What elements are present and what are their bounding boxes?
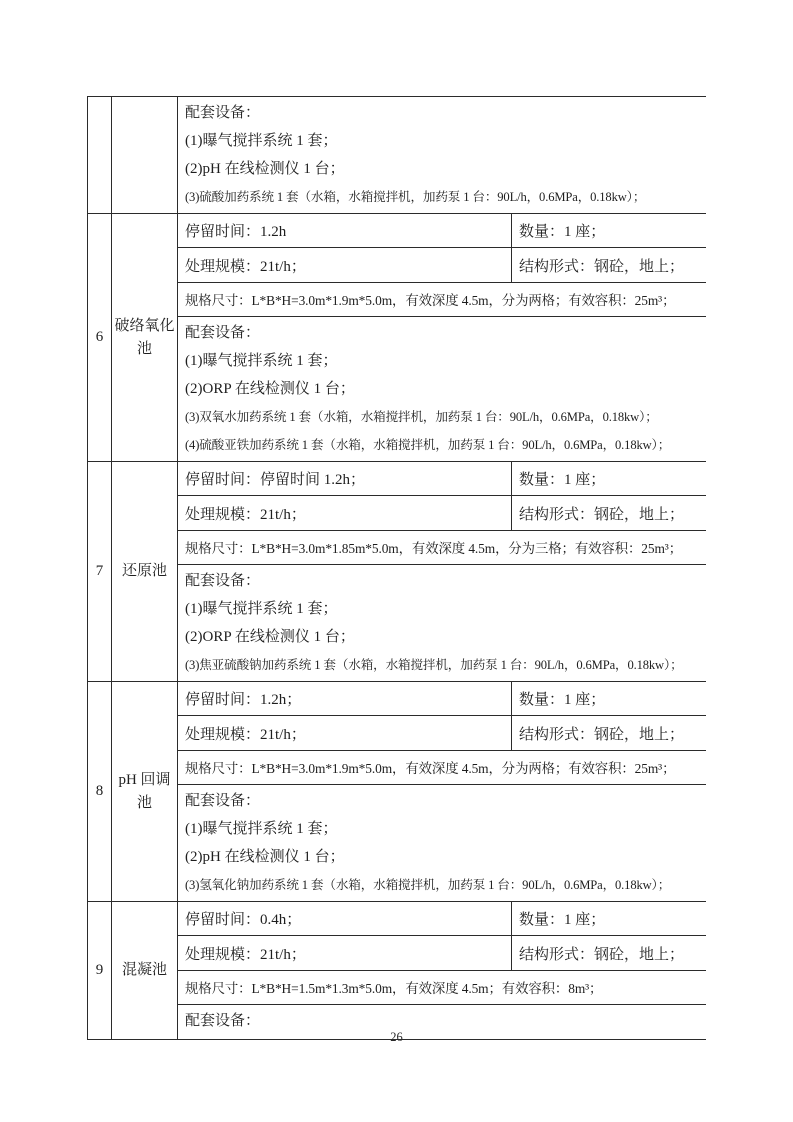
- equipment-line: (3)硫酸加药系统 1 套（水箱，水箱搅拌机，加药泵 1 台：90L/h，0.6MPa，0.18kw）；: [185, 190, 646, 204]
- equipment-line: (4)硫酸亚铁加药系统 1 套（水箱，水箱搅拌机，加药泵 1 台：90L/h，0.6MPa，0.18kw）；: [185, 438, 671, 452]
- equipment-line: 配套设备：: [185, 325, 261, 341]
- table-row: [88, 283, 706, 317]
- row-number-cell: 9: [88, 902, 112, 1040]
- table-row: [88, 214, 706, 248]
- equipment-line: (3)双氧水加药系统 1 套（水箱，水箱搅拌机，加药泵 1 台：90L/h，0.6MPa，0.18kw）；: [185, 410, 658, 424]
- table-row: [88, 496, 706, 531]
- table-row: [88, 751, 706, 785]
- pool-name-cell: 混凝池: [112, 902, 178, 1040]
- row-number-cell: 6: [88, 214, 112, 462]
- quantity-cell: 数量：1 座；: [512, 682, 706, 716]
- equipment-line: 配套设备：: [185, 793, 261, 809]
- dimensions-cell: 规格尺寸：L*B*H=3.0m*1.85m*5.0m，有效深度 4.5m，分为三格；有效容积：25m³；: [178, 531, 706, 565]
- equipment-line: (2)ORP 在线检测仪 1 台；: [185, 381, 355, 397]
- table-row: [88, 531, 706, 565]
- table-row: [88, 902, 706, 936]
- structure-cell: 结构形式：钢砼，地上；: [512, 936, 706, 971]
- equipment-line: (1)曝气搅拌系统 1 套；: [185, 601, 338, 617]
- pool-name-cell: [112, 97, 178, 214]
- dimensions-cell: 规格尺寸：L*B*H=1.5m*1.3m*5.0m，有效深度 4.5m；有效容积：8m³；: [178, 971, 706, 1005]
- equipment-line: 配套设备：: [185, 105, 261, 121]
- pool-name-cell: 还原池: [112, 462, 178, 682]
- quantity-cell: 数量：1 座；: [512, 902, 706, 936]
- equipment-line: 配套设备：: [185, 573, 261, 589]
- pool-name-cell: 破络氧化池: [112, 214, 178, 462]
- equipment-line: 配套设备：: [185, 1013, 261, 1029]
- table-row: [88, 716, 706, 751]
- page-number: 26: [390, 1030, 403, 1044]
- quantity-cell: 数量：1 座；: [512, 214, 706, 248]
- quantity-cell: 数量：1 座；: [512, 462, 706, 496]
- table-row: [88, 97, 706, 214]
- retention-time-cell: 停留时间：1.2h: [178, 214, 512, 248]
- table-row: [88, 248, 706, 283]
- equipment-line: (1)曝气搅拌系统 1 套；: [185, 133, 338, 149]
- equipment-line: (2)pH 在线检测仪 1 台；: [185, 849, 345, 865]
- table-row: [88, 462, 706, 496]
- equipment-line: (3)焦亚硫酸钠加药系统 1 套（水箱，水箱搅拌机，加药泵 1 台：90L/h，0.6MPa，0.18kw）；: [185, 658, 683, 672]
- structure-cell: 结构形式：钢砼，地上；: [512, 496, 706, 531]
- capacity-cell: 处理规模：21t/h；: [178, 496, 512, 531]
- row-number-cell: 7: [88, 462, 112, 682]
- equipment-cell: [178, 785, 706, 902]
- equipment-cell: [178, 317, 706, 462]
- equipment-line: (2)pH 在线检测仪 1 台；: [185, 161, 345, 177]
- retention-time-cell: 停留时间：1.2h；: [178, 682, 512, 716]
- equipment-spec-table: [87, 96, 706, 1040]
- table-row: [88, 682, 706, 716]
- equipment-line: (2)ORP 在线检测仪 1 台；: [185, 629, 355, 645]
- retention-time-cell: 停留时间：停留时间 1.2h；: [178, 462, 512, 496]
- table-row: [88, 785, 706, 902]
- structure-cell: 结构形式：钢砼，地上；: [512, 248, 706, 283]
- retention-time-cell: 停留时间：0.4h；: [178, 902, 512, 936]
- equipment-cell: [178, 565, 706, 682]
- capacity-cell: 处理规模：21t/h；: [178, 936, 512, 971]
- equipment-line: (3)氢氧化钠加药系统 1 套（水箱，水箱搅拌机，加药泵 1 台：90L/h，0.6MPa，0.18kw）；: [185, 878, 671, 892]
- equipment-line: (1)曝气搅拌系统 1 套；: [185, 821, 338, 837]
- equipment-cell: [178, 97, 706, 214]
- table-row: [88, 936, 706, 971]
- table-row: [88, 317, 706, 462]
- equipment-line: (1)曝气搅拌系统 1 套；: [185, 353, 338, 369]
- structure-cell: 结构形式：钢砼，地上；: [512, 716, 706, 751]
- pool-name-cell: pH 回调池: [112, 682, 178, 902]
- row-number-cell: [88, 97, 112, 214]
- table-row: [88, 971, 706, 1005]
- row-number-cell: 8: [88, 682, 112, 902]
- capacity-cell: 处理规模：21t/h；: [178, 716, 512, 751]
- table-row: [88, 565, 706, 682]
- dimensions-cell: 规格尺寸：L*B*H=3.0m*1.9m*5.0m，有效深度 4.5m，分为两格；有效容积：25m³；: [178, 283, 706, 317]
- dimensions-cell: 规格尺寸：L*B*H=3.0m*1.9m*5.0m，有效深度 4.5m，分为两格；有效容积：25m³；: [178, 751, 706, 785]
- capacity-cell: 处理规模：21t/h；: [178, 248, 512, 283]
